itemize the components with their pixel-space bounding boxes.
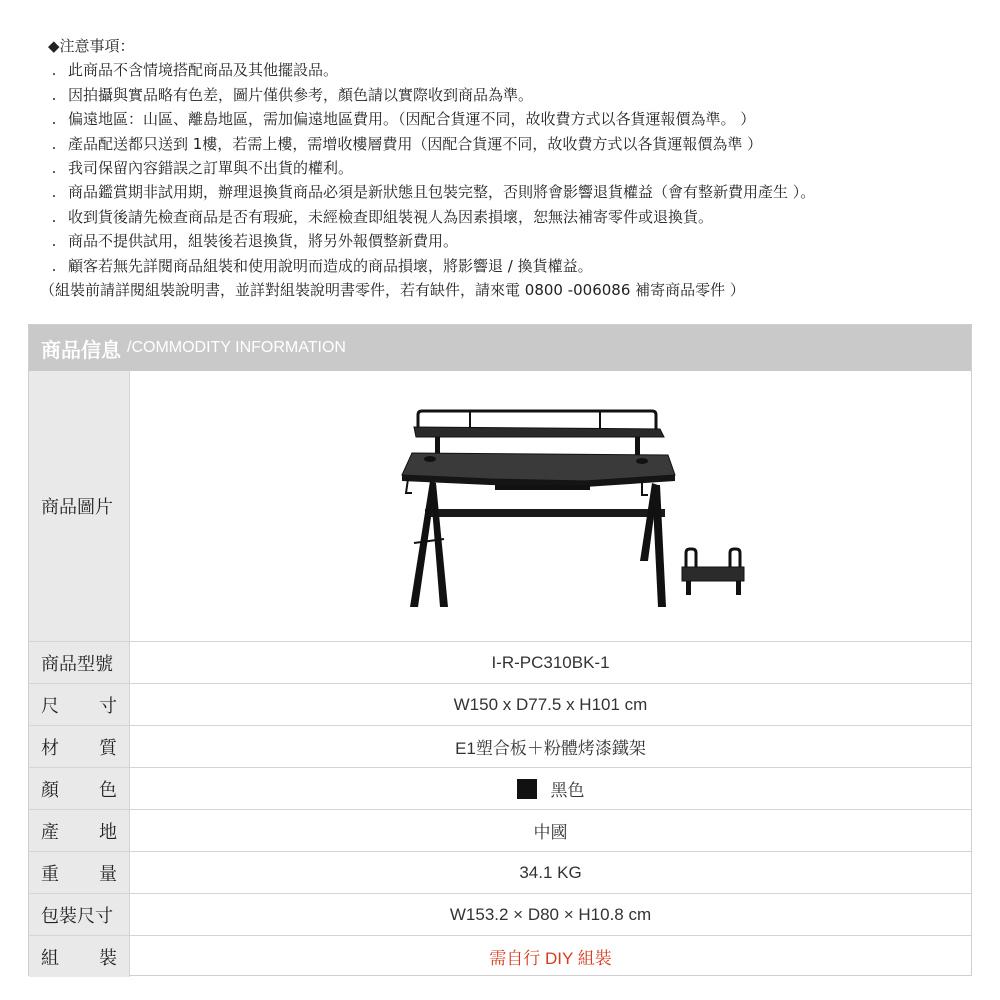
row-weight bbox=[29, 851, 971, 893]
notes-footer: （組裝前請詳閱組裝說明書，並詳對組裝說明書零件，若有缺件，請來電 0800 -006086 補寄商品零件 ） bbox=[40, 281, 745, 300]
notes-section bbox=[40, 34, 980, 302]
value-weight: 34.1 KG bbox=[129, 852, 971, 893]
note-item: . 偏遠地區：山區、離島地區，需加偏遠地區費用。（因配合貨運不同，故收費方式以各貨運報價為準。 ） bbox=[51, 110, 756, 129]
info-header bbox=[29, 325, 971, 371]
label-package-size: 包裝尺寸 bbox=[29, 894, 129, 935]
note-item: . 產品配送都只送到 1樓，若需上樓，需增收樓層費用（因配合貨運不同，故收費方式以各貨運報價為準 ） bbox=[51, 134, 763, 153]
notes-title: ◆注意事項： bbox=[48, 37, 135, 55]
row-material bbox=[29, 725, 971, 767]
row-size bbox=[29, 683, 971, 725]
label-assembly: 組 裝 bbox=[29, 936, 129, 977]
product-image bbox=[129, 371, 971, 641]
row-image bbox=[29, 371, 971, 641]
note-item: . 因拍攝與實品略有色差，圖片僅供參考，顏色請以實際收到商品為準。 bbox=[51, 85, 534, 104]
info-title-cn: 商品信息 bbox=[41, 337, 121, 362]
note-item: . 商品鑑賞期非試用期，辦理退換貨商品必須是新狀態且包裝完整，否則將會影響退貨權益（會有整新費用產生 ）。 bbox=[51, 183, 816, 202]
value-material: E1塑合板＋粉體烤漆鐵架 bbox=[129, 726, 971, 767]
value-size: W150 x D77.5 x H101 cm bbox=[129, 684, 971, 725]
row-package-size bbox=[29, 893, 971, 935]
info-title-en: /COMMODITY INFORMATION bbox=[127, 339, 346, 356]
label-weight: 重 量 bbox=[29, 852, 129, 893]
row-assembly bbox=[29, 935, 971, 977]
row-origin bbox=[29, 809, 971, 851]
value-package-size: W153.2 × D80 × H10.8 cm bbox=[129, 894, 971, 935]
note-item: . 我司保留內容錯誤之訂單與不出貨的權利。 bbox=[51, 159, 354, 178]
note-item: . 此商品不含情境搭配商品及其他擺設品。 bbox=[51, 61, 339, 80]
value-assembly: 需自行 DIY 組裝 bbox=[129, 936, 971, 977]
note-item: . 收到貨後請先檢查商品是否有瑕疵，未經檢查即組裝視人為因素損壞，恕無法補寄零件或退換貨。 bbox=[51, 207, 714, 226]
label-color: 顏 色 bbox=[29, 768, 129, 809]
label-image: 商品圖片 bbox=[29, 371, 129, 641]
value-color: 黑色 bbox=[129, 768, 971, 809]
label-material: 材 質 bbox=[29, 726, 129, 767]
gaming-desk-illustration bbox=[130, 371, 972, 641]
commodity-info-table bbox=[28, 324, 972, 976]
color-swatch bbox=[517, 779, 537, 799]
label-size: 尺 寸 bbox=[29, 684, 129, 725]
row-color bbox=[29, 767, 971, 809]
label-origin: 產 地 bbox=[29, 810, 129, 851]
note-item: . 商品不提供試用，組裝後若退換貨，將另外報價整新費用。 bbox=[51, 232, 459, 251]
note-item: . 顧客若無先詳閱商品組裝和使用說明而造成的商品損壞，將影響退 / 換貨權益。 bbox=[51, 256, 593, 275]
label-model: 商品型號 bbox=[29, 642, 129, 683]
value-model: I-R-PC310BK-1 bbox=[129, 642, 971, 683]
row-model bbox=[29, 641, 971, 683]
value-origin: 中國 bbox=[129, 810, 971, 851]
